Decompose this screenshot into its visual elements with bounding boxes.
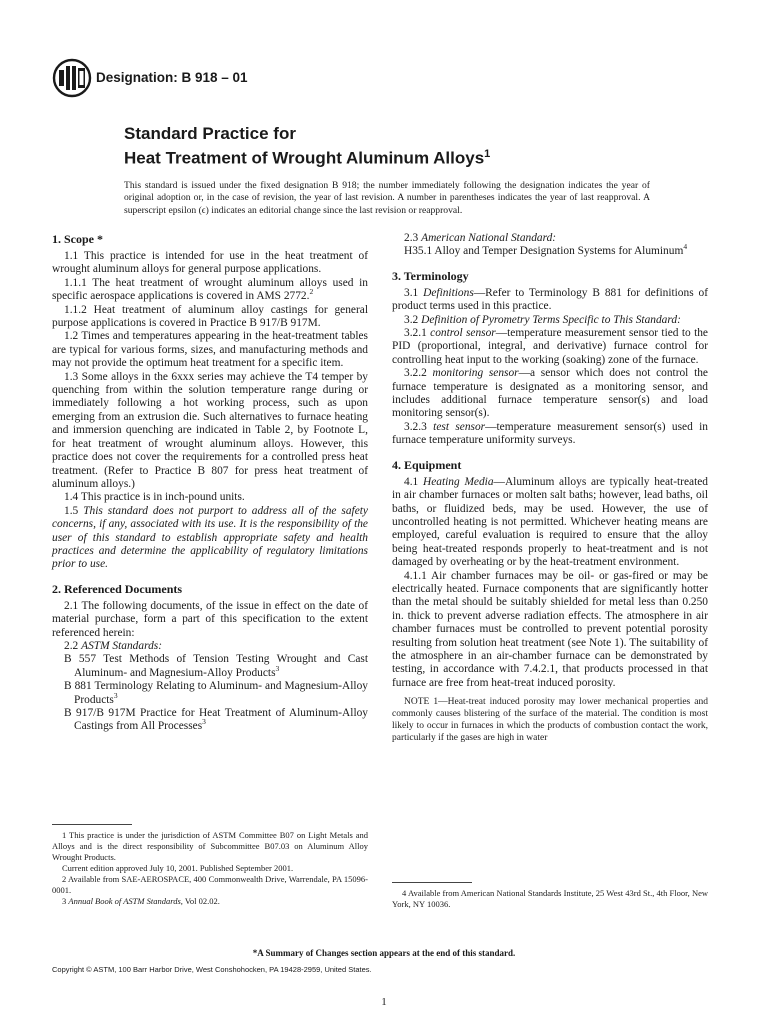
paragraph-3-2-2: 3.2.2 monitoring sensor—a sensor which does not control the furnace temperature is designated as a monitoring sensor, and includes additional furnace temperature sensor(s) and load monitoring sensor(s).	[392, 367, 708, 420]
paragraph-1-2: 1.2 Times and temperatures appearing in the heat-treatment tables are typical for various forms, sizes, and manufacturing methods and may not provide the optimum heat treatment for a specific item.	[52, 330, 368, 370]
footnote-3: 3 Annual Book of ASTM Standards, Vol 02.02.	[62, 896, 220, 906]
paragraph-3-2: 3.2 Definition of Pyrometry Terms Specific to This Standard:	[404, 313, 681, 326]
paragraph-1-5: 1.5 This standard does not purport to address all of the safety concerns, if any, associated with its use. It is the responsibility of the user of this standard to establish appropriate safety and health practices and determine the applicability of regulatory limitations prior to use.	[52, 504, 368, 571]
title-line-2: Heat Treatment of Wrought Aluminum Alloys$^1$	[124, 148, 491, 168]
paragraph-3-2-1: 3.2.1 control sensor—temperature measurement sensor tied to the PID (proportional, integral, and derivative) furnace control for controlling heat input to the working (soaking) zone of the furnace.	[392, 327, 708, 366]
reference-b917: B 917/B 917M Practice for Heat Treatment of Aluminum-Alloy Castings from All Processes$^3$	[64, 707, 368, 733]
paragraph-2-2: 2.2 ASTM Standards:	[64, 639, 163, 652]
document-header	[52, 58, 452, 98]
paragraph-1-3: 1.3 Some alloys in the 6xxx series may achieve the T4 temper by quenching from within the solution temperature range during or immediately following a hot working process, such as upon emerging from an extrusion die. Such alternatives to furnace heating and immersion quenching are indicated in Table 2, by Footnote L, for heat treatment of wrought aluminum alloys. However, this practice does not cover the requirements for a controlled press heat treatment. (Refer to Practice B 807 for press heat treatment of aluminum alloys.)	[52, 370, 368, 490]
footnotes-left	[52, 830, 368, 907]
footnote-divider-right	[392, 882, 472, 883]
right-column	[392, 232, 708, 744]
document-title	[124, 123, 684, 169]
summary-of-changes-notice: *A Summary of Changes section appears at the end of this standard.	[252, 948, 516, 958]
paragraph-2-3: 2.3 American National Standard:	[404, 232, 557, 244]
section-heading-scope: 1. Scope *	[52, 232, 103, 246]
footnote-1: 1 This practice is under the jurisdiction of ASTM Committee B07 on Light Metals and Alloys and is the direct responsibility of Subcommittee B07.03 on Aluminum Alloy Wrought Products.	[52, 830, 368, 862]
astm-logo-icon	[52, 58, 92, 98]
reference-h35-1: H35.1 Alloy and Temper Designation Systems for Aluminum$^4$	[404, 242, 688, 258]
reference-b881: B 881 Terminology Relating to Aluminum- and Magnesium-Alloy Products$^3$	[64, 680, 368, 706]
paragraph-3-1: 3.1 Definitions—Refer to Terminology B 881 for definitions of product terms used in this practice.	[392, 286, 708, 313]
left-column	[52, 232, 368, 734]
note-1: NOTE 1—Heat-treat induced porosity may lower mechanical properties and commonly causes blistering of the surface of the material. The condition is most likely to occur in furnaces in which the products of combustion contact the work, particularly if the gases are high in water	[392, 697, 708, 744]
footnotes-right	[392, 888, 708, 910]
paragraph-4-1: 4.1 Heating Media—Aluminum alloys are typically heat-treated in air chamber furnaces or molten salt baths; however, lead baths, oil baths, or fluidized beds, may be used. However, the use of uncontrolled heating is not permitted. Whichever heating means are employed, careful evaluation is required to ensure that the alloy being heat-treated responds properly to heat-treatment and is not damaged by overheating or by the heat-treatment environment.	[392, 475, 708, 569]
paragraph-1-1-1: 1.1.1 The heat treatment of wrought aluminum alloys used in specific aerospace applications is covered in AMS 2772.$^2$	[52, 276, 368, 303]
paragraph-2-1: 2.1 The following documents, of the issue in effect on the date of material purchase, form a part of this specification to the extent referenced herein:	[52, 599, 368, 639]
copyright-line: Copyright © ASTM, 100 Barr Harbor Drive, West Conshohocken, PA 19428-2959, United States.	[52, 965, 372, 974]
reference-b557: B 557 Test Methods of Tension Testing Wrought and Cast Aluminum- and Magnesium-Alloy Products$^3$	[64, 653, 368, 679]
paragraph-4-1-1: 4.1.1 Air chamber furnaces may be oil- or gas-fired or may be electrically heated. Furnace components that are significantly hotter than the metal should be suitably shielded for metal less than 0.250 in. thick to prevent adverse radiation effects. The atmosphere in air chamber furnaces must be controlled to prevent potential porosity resulting from solution heat treatment (see Note 1). The suitability of the atmosphere in an air-chamber furnace can be demonstrated by testing, in accordance with 7.4.2.1, that products processed in that furnace are free from heat-treat induced porosity.	[392, 569, 708, 689]
issuance-note: This standard is issued under the fixed designation B 918; the number immediately following the designation indicates the year of original adoption or, in the case of revision, the year of last revision. A number in parentheses indicates the year of last reapproval. A superscript epsilon (ϵ) indicates an editorial change since the last revision or reapproval.	[124, 180, 650, 216]
section-heading-equipment: 4. Equipment	[392, 457, 462, 472]
title-line-1: Standard Practice for	[124, 124, 296, 143]
section-heading-terminology: 3. Terminology	[392, 268, 469, 283]
footnote-divider-left	[52, 824, 132, 825]
page-number: 1	[381, 996, 387, 1008]
section-heading-referenced-documents: 2. Referenced Documents	[52, 581, 183, 596]
footnote-4: 4 Available from American National Standards Institute, 25 West 43rd St., 4th Floor, New York, NY 10036.	[392, 888, 708, 909]
paragraph-1-1-2: 1.1.2 Heat treatment of aluminum alloy castings for general purpose applications is covered in Practice B 917/B 917M.	[52, 303, 368, 330]
paragraph-1-4: 1.4 This practice is in inch-pound units.	[64, 491, 245, 504]
footnote-2: 2 Available from SAE-AEROSPACE, 400 Commonwealth Drive, Warrendale, PA 15096-0001.	[52, 874, 368, 895]
footnote-1-approval: Current edition approved July 10, 2001. Published September 2001.	[62, 863, 294, 873]
title-footnote-ref: 1	[484, 148, 491, 160]
designation: Designation: B 918 – 01	[96, 70, 248, 85]
paragraph-3-2-3: 3.2.3 test sensor—temperature measurement sensor(s) used in furnace temperature uniformity surveys.	[392, 420, 708, 447]
paragraph-1-1: 1.1 This practice is intended for use in the heat treatment of wrought aluminum alloys for general purpose applications.	[52, 250, 368, 276]
